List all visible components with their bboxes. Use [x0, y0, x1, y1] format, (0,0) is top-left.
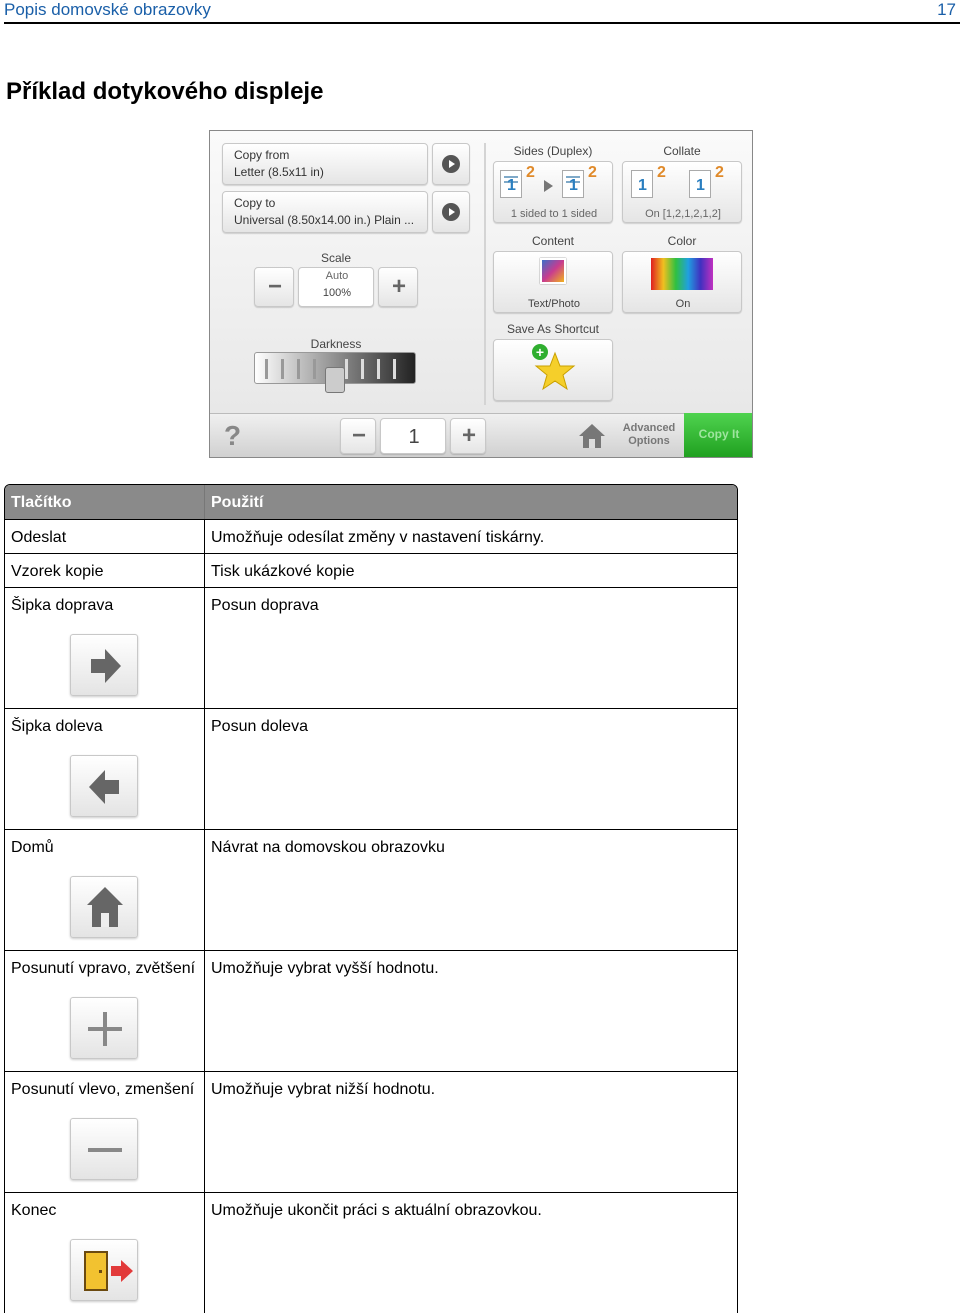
- button-name: Odeslat: [11, 529, 67, 546]
- table-row: [5, 553, 737, 587]
- advanced-options-button[interactable]: [614, 422, 684, 448]
- copies-field[interactable]: [380, 418, 446, 454]
- color-spectrum-icon: [651, 258, 713, 290]
- add-plus-icon: +: [532, 344, 548, 360]
- color-button[interactable]: [622, 251, 742, 313]
- page-two-number: 2: [526, 164, 535, 181]
- header-title: Popis domovské obrazovky: [4, 0, 211, 19]
- photo-icon: [540, 258, 566, 284]
- darkness-tick: [393, 359, 396, 379]
- darkness-label: Darkness: [310, 337, 362, 351]
- table-row: [5, 1071, 737, 1192]
- arrow-right-circle-icon: [442, 203, 460, 221]
- scale-field[interactable]: [298, 267, 374, 307]
- color-label: Color: [667, 234, 697, 248]
- copy-to-arrow-button[interactable]: [432, 191, 470, 233]
- darkness-tick: [265, 359, 268, 379]
- button-usage: Tisk ukázkové kopie: [211, 563, 355, 580]
- arrow-right-icon: [544, 180, 553, 192]
- exit-door-icon: [71, 1240, 139, 1302]
- column-header-usage: Použití: [211, 494, 264, 511]
- exit-button-icon: [70, 1239, 138, 1301]
- minus-icon: −: [351, 422, 366, 449]
- section-title: Příklad dotykového displeje: [6, 78, 324, 105]
- darkness-tick: [297, 359, 300, 379]
- button-usage: Umožňuje vybrat vyšší hodnotu.: [211, 960, 439, 977]
- collate-button[interactable]: [622, 161, 742, 223]
- home-button-icon: [70, 876, 138, 938]
- collate-value: On [1,2,1,2,1,2]: [645, 208, 721, 220]
- copy-it-button[interactable]: [684, 413, 753, 458]
- darkness-tick: [345, 359, 348, 379]
- button-name: Šipka doleva: [11, 718, 103, 735]
- arrow-right-button-icon: [70, 634, 138, 696]
- sides-value: 1 sided to 1 sided: [510, 208, 598, 220]
- page-two-number: 2: [715, 164, 724, 181]
- minus-button-icon: [70, 1118, 138, 1180]
- page-number: 17: [937, 0, 956, 19]
- button-name: Šipka doprava: [11, 597, 114, 614]
- plus-button-icon: [70, 997, 138, 1059]
- button-usage: Posun doleva: [211, 718, 308, 735]
- table-row: [5, 1192, 737, 1313]
- copy-from-button[interactable]: [222, 143, 428, 185]
- copies-value: 1: [408, 426, 420, 448]
- table-row: [5, 519, 737, 553]
- running-header: [4, 0, 960, 24]
- content-button[interactable]: [493, 251, 613, 313]
- sides-label: Sides (Duplex): [513, 144, 593, 158]
- copies-plus-button[interactable]: [450, 418, 486, 454]
- home-icon: [71, 877, 139, 939]
- button-usage: Umožňuje ukončit práci s aktuální obrazovkou.: [211, 1202, 542, 1219]
- arrow-left-icon: [71, 756, 139, 818]
- copy-it-label: Copy It: [698, 427, 740, 441]
- page-icon: 1: [562, 170, 584, 198]
- help-icon[interactable]: ?: [224, 420, 242, 451]
- page-icon: 1: [689, 170, 711, 198]
- button-usage-table: [4, 484, 738, 1313]
- plus-icon: +: [391, 273, 406, 300]
- content-value: Text/Photo: [528, 298, 580, 310]
- table-row: [5, 587, 737, 708]
- plus-icon: [71, 998, 139, 1060]
- darkness-tick: [313, 359, 316, 379]
- arrow-left-button-icon: [70, 755, 138, 817]
- button-name: Vzorek kopie: [11, 563, 104, 580]
- page-icon: 1: [631, 170, 653, 198]
- color-value: On: [675, 298, 691, 310]
- button-usage: Návrat na domovskou obrazovku: [211, 839, 445, 856]
- page-two-number: 2: [657, 164, 666, 181]
- page-two-number: 2: [588, 164, 597, 181]
- sides-button[interactable]: [493, 161, 613, 223]
- minus-icon: [71, 1119, 139, 1181]
- arrow-right-circle-icon: [442, 155, 460, 173]
- button-name: Posunutí vpravo, zvětšení: [11, 960, 196, 977]
- darkness-slider-handle[interactable]: [325, 367, 345, 393]
- button-usage: Umožňuje vybrat nižší hodnotu.: [211, 1081, 436, 1098]
- page-icon: 1: [500, 170, 522, 198]
- table-row: [5, 829, 737, 950]
- button-usage: Umožňuje odesílat změny v nastavení tiskárny.: [211, 529, 545, 546]
- table-header: [5, 485, 737, 519]
- shortcut-label: Save As Shortcut: [506, 322, 600, 336]
- copy-to-button[interactable]: [222, 191, 428, 233]
- copies-minus-button[interactable]: [340, 418, 376, 454]
- copy-to-value: Universal (8.50x14.00 in.) Plain ...: [234, 213, 415, 227]
- scale-label: Scale: [320, 251, 352, 265]
- scale-auto-text: Auto: [325, 270, 349, 282]
- advanced-line2: Options: [628, 435, 670, 447]
- plus-icon: +: [461, 422, 476, 449]
- darkness-slider[interactable]: [254, 352, 416, 384]
- column-header-button: Tlačítko: [11, 494, 72, 511]
- content-label: Content: [531, 234, 575, 248]
- home-icon[interactable]: [578, 422, 606, 450]
- panel-divider: [484, 143, 486, 405]
- panel-bottom-bar: [210, 413, 753, 458]
- scale-value: 100%: [322, 287, 352, 299]
- advanced-line1: Advanced: [622, 422, 676, 434]
- save-shortcut-button[interactable]: [493, 339, 613, 401]
- button-name: Posunutí vlevo, zmenšení: [11, 1081, 195, 1098]
- darkness-tick: [377, 359, 380, 379]
- copy-to-label: Copy to: [234, 196, 276, 210]
- button-name: Domů: [11, 839, 54, 856]
- touch-display-example: [209, 130, 753, 458]
- arrow-right-icon: [71, 635, 139, 697]
- button-name: Konec: [11, 1202, 57, 1219]
- collate-label: Collate: [663, 144, 701, 158]
- minus-icon: −: [267, 273, 282, 300]
- darkness-tick: [361, 359, 364, 379]
- copy-from-label: Copy from: [234, 148, 290, 162]
- copy-from-arrow-button[interactable]: [432, 143, 470, 185]
- button-usage: Posun doprava: [211, 597, 319, 614]
- table-row: [5, 950, 737, 1071]
- darkness-tick: [281, 359, 284, 379]
- scale-minus-button[interactable]: [254, 267, 294, 307]
- copy-from-value: Letter (8.5x11 in): [234, 165, 324, 179]
- scale-plus-button[interactable]: [378, 267, 418, 307]
- table-row: [5, 708, 737, 829]
